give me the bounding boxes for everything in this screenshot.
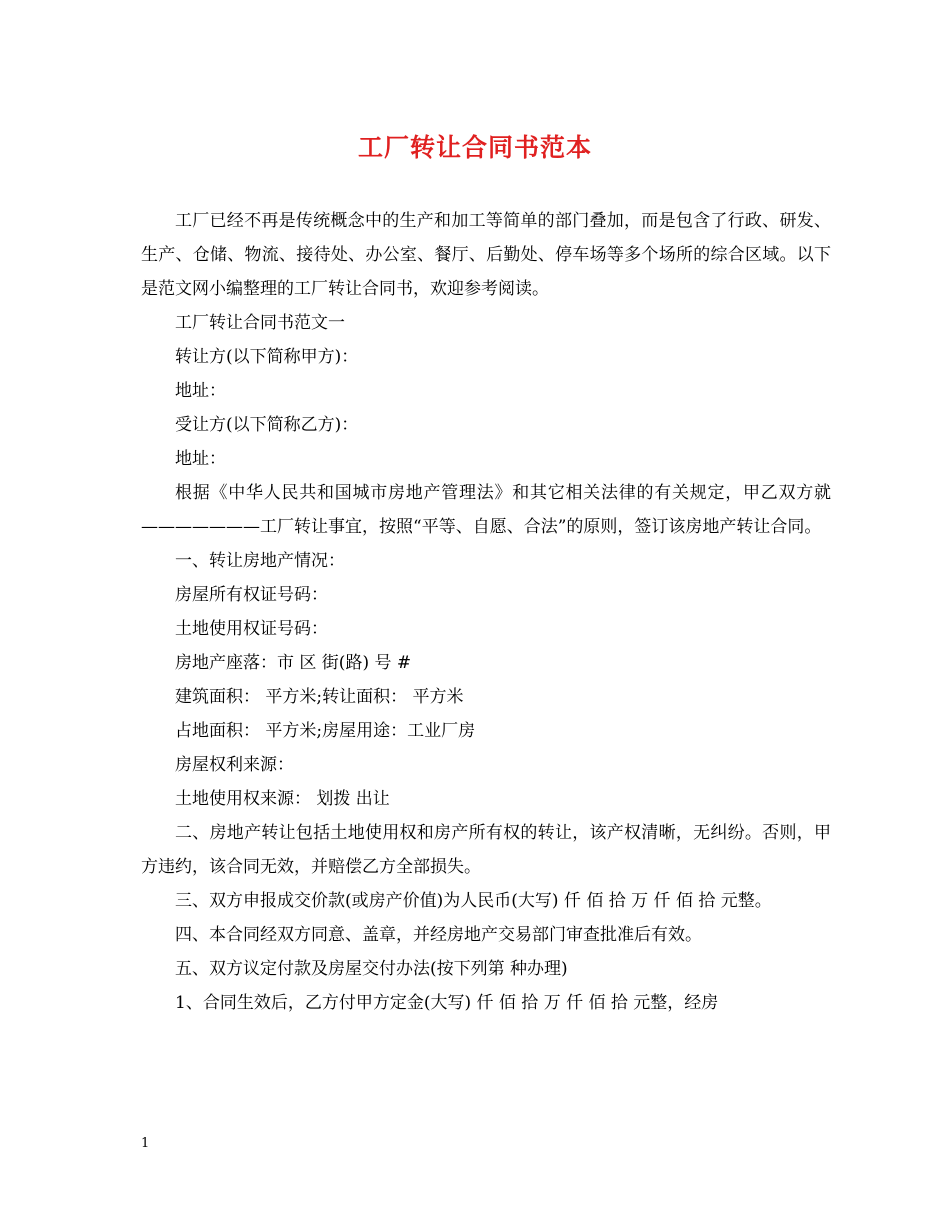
paragraph: 五、双方议定付款及房屋交付办法(按下列第 种办理) — [175, 959, 568, 979]
paragraph: 受让方(以下简称乙方)： — [175, 415, 359, 435]
paragraph: 占地面积： 平方米;房屋用途：工业厂房 — [175, 721, 476, 741]
paragraph: 四、本合同经双方同意、盖章，并经房地产交易部门审查批准后有效。 — [175, 925, 702, 945]
page-number: 1 — [141, 1136, 150, 1151]
paragraph: 土地使用权证号码： — [175, 619, 328, 639]
paragraph: 房屋权利来源： — [175, 755, 294, 775]
paragraph: 转让方(以下简称甲方)： — [175, 347, 359, 367]
paragraph: 工厂已经不再是传统概念中的生产和加工等简单的部门叠加，而是包含了行政、研发、生产、仓储、物流、接待处、办公室、餐厅、后勤处、停车场等多个场所的综合区域。以下是范文网小编整理的工厂转让合同书，欢迎参考阅读。 — [141, 211, 831, 299]
paragraph: 土地使用权来源： 划拨 出让 — [175, 789, 390, 809]
paragraph: 地址： — [175, 449, 226, 469]
paragraph: 建筑面积： 平方米;转让面积： 平方米 — [175, 687, 464, 707]
paragraph: 二、房地产转让包括土地使用权和房产所有权的转让，该产权清晰，无纠纷。否则，甲方违约，该合同无效，并赔偿乙方全部损失。 — [141, 823, 831, 877]
paragraph: 一、转让房地产情况： — [175, 551, 345, 571]
paragraph: 地址： — [175, 381, 226, 401]
paragraph: 房地产座落：市 区 街(路) 号 # — [175, 653, 412, 673]
paragraph: 1、合同生效后，乙方付甲方定金(大写) 仟 佰 拾 万 仟 佰 拾 元整，经房 — [175, 993, 719, 1013]
paragraph: 根据《中华人民共和国城市房地产管理法》和其它相关法律的有关规定，甲乙双方就———————工厂转让事宜，按照“平等、自愿、合法”的原则，签订该房地产转让合同。 — [141, 483, 831, 537]
paragraph: 房屋所有权证号码： — [175, 585, 328, 605]
paragraph: 工厂转让合同书范文一 — [175, 313, 345, 333]
paragraph: 三、双方申报成交价款(或房产价值)为人民币(大写) 仟 佰 拾 万 仟 佰 拾 元整。 — [175, 891, 772, 911]
document-body — [141, 204, 831, 1020]
document-title: 工厂转让合同书范本 — [357, 133, 592, 162]
